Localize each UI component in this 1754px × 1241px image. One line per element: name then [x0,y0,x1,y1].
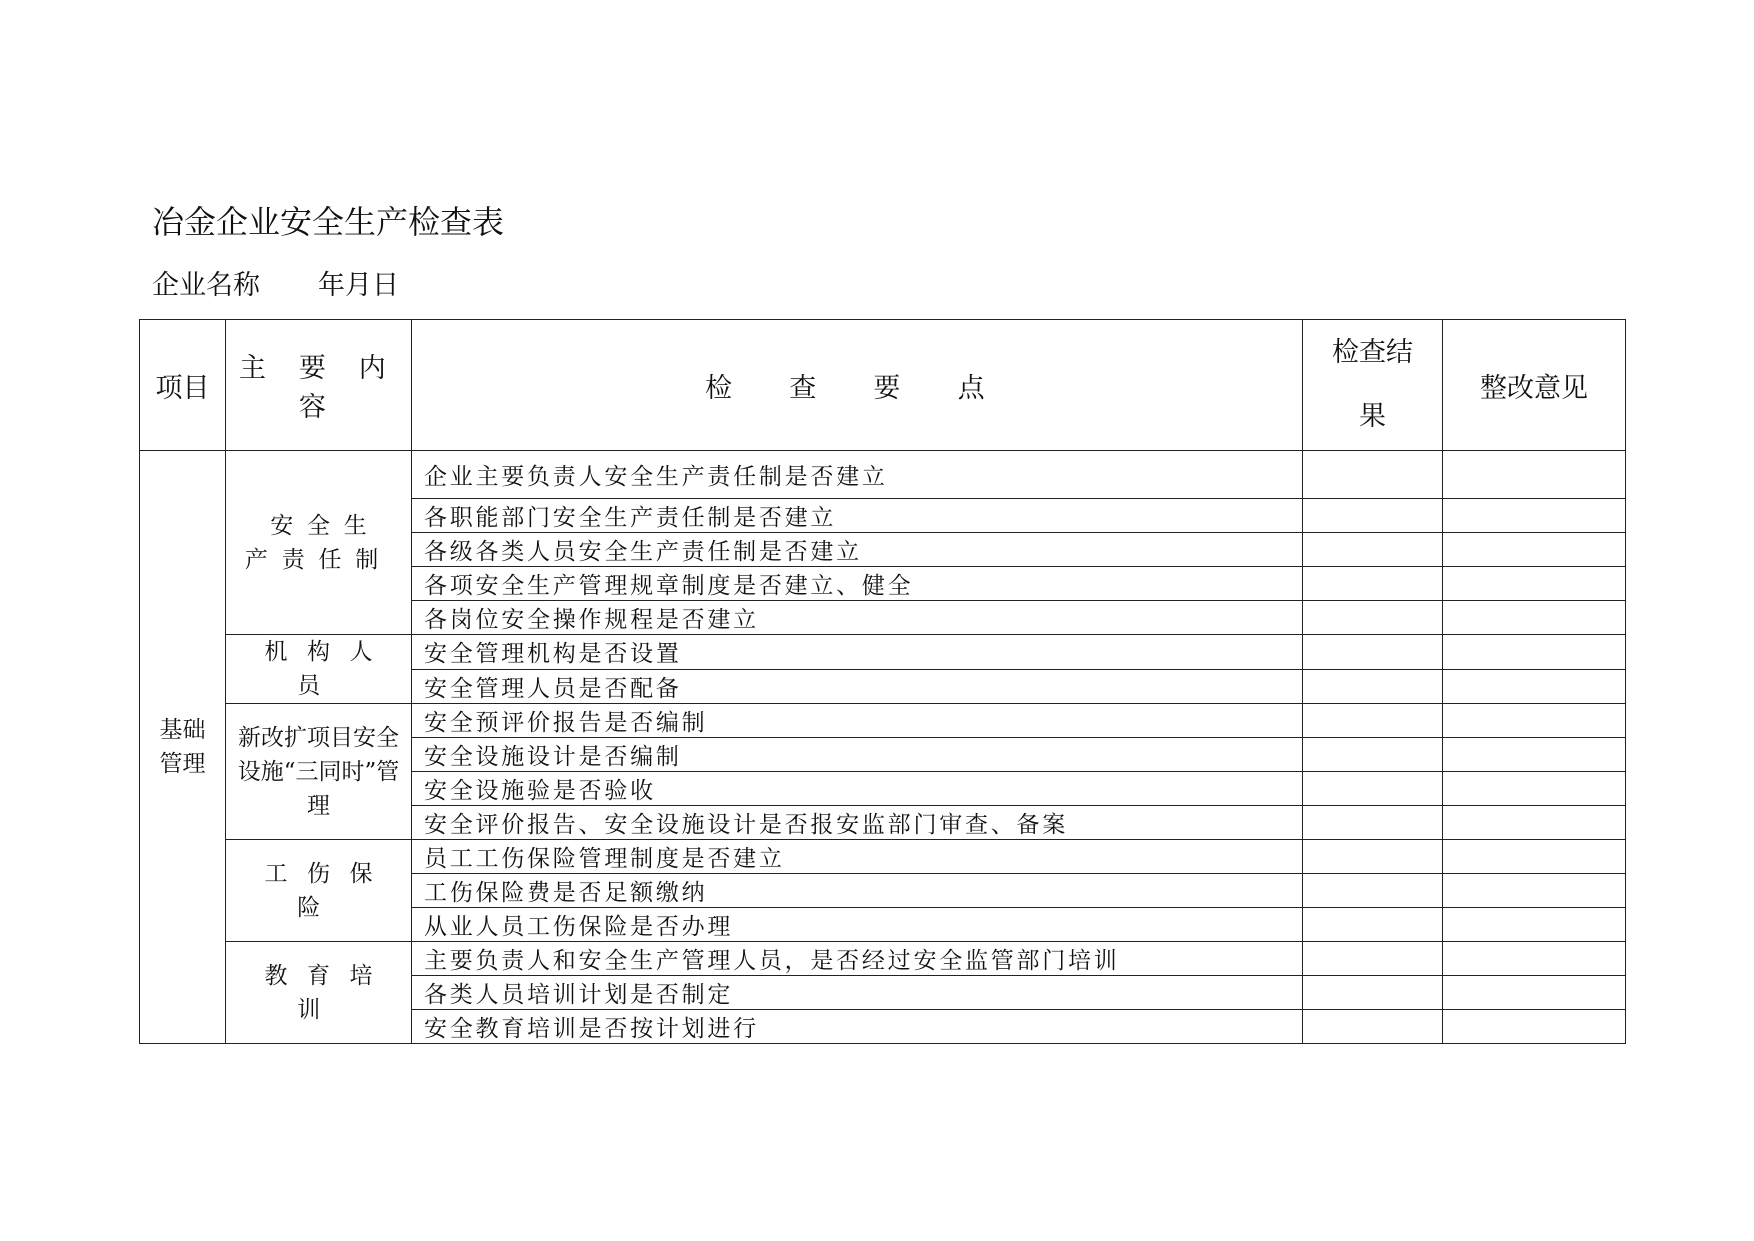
rectification-opinion-cell[interactable] [1443,499,1626,533]
check-result-cell[interactable] [1303,942,1443,976]
check-result-cell[interactable] [1303,451,1443,499]
check-point-item: 工伤保险费是否足额缴纳 [412,874,1303,908]
check-point-item: 安全管理机构是否设置 [412,635,1303,670]
table-row [140,942,1626,976]
check-result-cell[interactable] [1303,1010,1443,1044]
check-result-cell[interactable] [1303,601,1443,635]
check-result-cell[interactable] [1303,840,1443,874]
table-header-row [140,320,1626,451]
check-result-cell[interactable] [1303,533,1443,567]
table-row [140,704,1626,738]
table-row [140,451,1626,499]
main-content-label: 教育培训 [264,962,393,1023]
date-label: 年月日 [318,270,399,301]
check-point-item: 从业人员工伤保险是否办理 [412,908,1303,942]
inspection-table [139,319,1626,1044]
check-result-cell[interactable] [1303,772,1443,806]
check-point-item: 安全设施设计是否编制 [412,738,1303,772]
project-label: 基础管理 [159,717,206,777]
check-result-cell[interactable] [1303,499,1443,533]
rectification-opinion-cell[interactable] [1443,908,1626,942]
rectification-opinion-cell[interactable] [1443,806,1626,840]
table-row [140,840,1626,874]
rectification-opinion-cell[interactable] [1443,635,1626,670]
rectification-opinion-cell[interactable] [1443,704,1626,738]
main-content-cell [226,942,412,1044]
main-content-cell [226,704,412,840]
main-content-cell [226,635,412,704]
check-result-cell[interactable] [1303,567,1443,601]
check-point-item: 员工工伤保险管理制度是否建立 [412,840,1303,874]
check-point-item: 各职能部门安全生产责任制是否建立 [412,499,1303,533]
main-content-cell [226,840,412,942]
header-project: 项目 [140,320,226,451]
rectification-opinion-cell[interactable] [1443,840,1626,874]
check-result-cell[interactable] [1303,976,1443,1010]
main-content-cell [226,451,412,635]
rectification-opinion-cell[interactable] [1443,601,1626,635]
rectification-opinion-cell[interactable] [1443,738,1626,772]
check-point-item: 安全设施验是否验收 [412,772,1303,806]
check-result-cell[interactable] [1303,874,1443,908]
check-result-cell[interactable] [1303,738,1443,772]
check-point-item: 企业主要负责人安全生产责任制是否建立 [412,451,1303,499]
document-title: 冶金企业安全生产检查表 [152,203,505,241]
table-row [140,635,1626,670]
check-point-item: 各级各类人员安全生产责任制是否建立 [412,533,1303,567]
main-content-label: 新改扩项目安全设施“三同时”管理 [237,724,400,819]
header-check-result [1303,320,1443,451]
check-point-item: 各类人员培训计划是否制定 [412,976,1303,1010]
main-content-label: 工伤保险 [264,860,393,921]
rectification-opinion-cell[interactable] [1443,772,1626,806]
check-result-cell[interactable] [1303,635,1443,670]
header-main-content: 主 要 内 容 [226,320,412,451]
check-point-item: 主要负责人和安全生产管理人员，是否经过安全监管部门培训 [412,942,1303,976]
main-content-label: 机构人员 [264,639,393,699]
rectification-opinion-cell[interactable] [1443,451,1626,499]
header-check-result-text: 检查结果 [1332,337,1413,432]
rectification-opinion-cell[interactable] [1443,976,1626,1010]
header-rectification-opinion: 整改意见 [1443,320,1626,451]
header-meta [152,266,399,306]
check-point-item: 各岗位安全操作规程是否建立 [412,601,1303,635]
header-check-points: 检 查 要 点 [412,320,1303,451]
check-point-item: 安全评价报告、安全设施设计是否报安监部门审查、备案 [412,806,1303,840]
rectification-opinion-cell[interactable] [1443,942,1626,976]
check-point-item: 各项安全生产管理规章制度是否建立、健全 [412,567,1303,601]
check-result-cell[interactable] [1303,704,1443,738]
check-point-item: 安全预评价报告是否编制 [412,704,1303,738]
company-name-label: 企业名称 [152,270,260,301]
rectification-opinion-cell[interactable] [1443,1010,1626,1044]
check-result-cell[interactable] [1303,669,1443,704]
check-point-item: 安全教育培训是否按计划进行 [412,1010,1303,1044]
check-result-cell[interactable] [1303,806,1443,840]
main-content-label: 安全生产责任制 [244,512,393,573]
check-result-cell[interactable] [1303,908,1443,942]
check-point-item: 安全管理人员是否配备 [412,669,1303,704]
rectification-opinion-cell[interactable] [1443,533,1626,567]
rectification-opinion-cell[interactable] [1443,874,1626,908]
rectification-opinion-cell[interactable] [1443,669,1626,704]
project-cell [140,451,226,1044]
rectification-opinion-cell[interactable] [1443,567,1626,601]
